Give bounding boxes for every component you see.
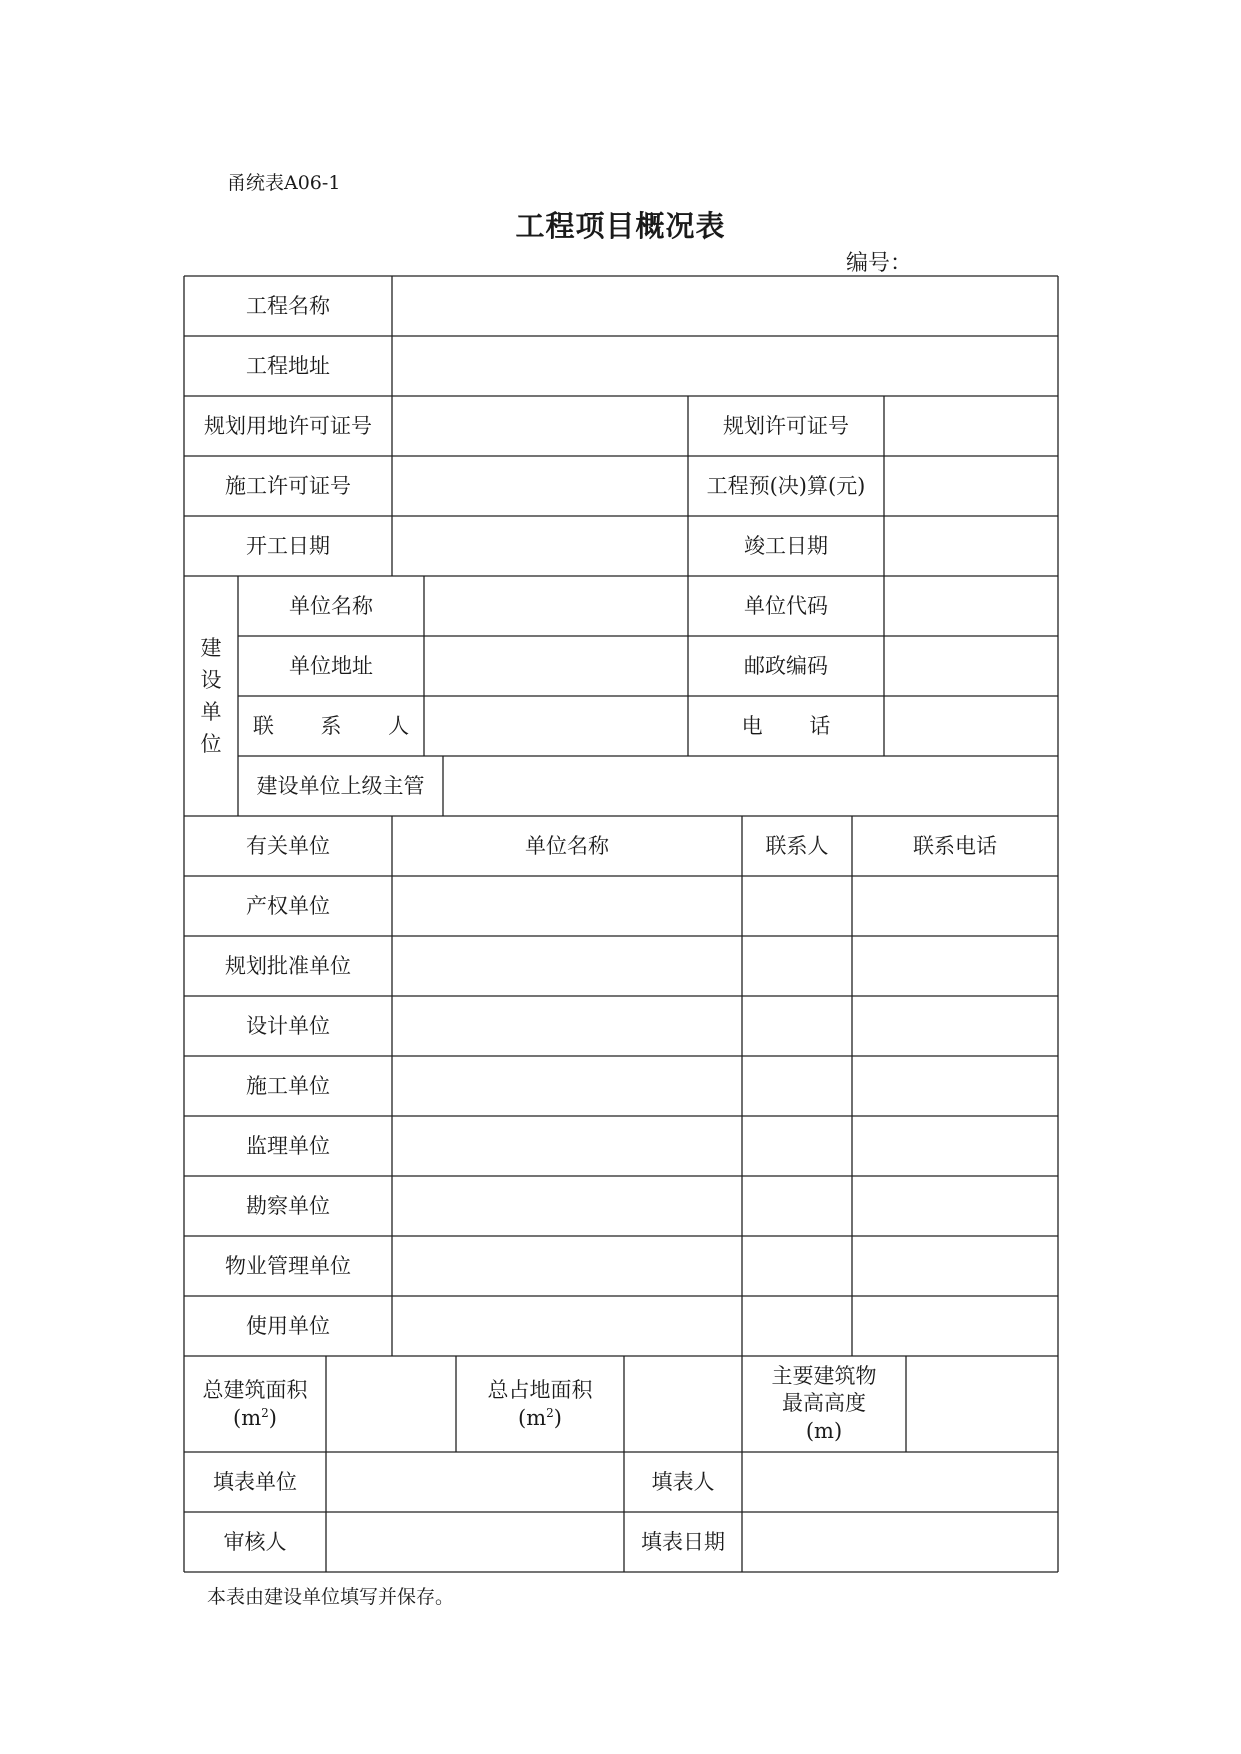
land-area-label [456, 1356, 624, 1452]
related-contact-field[interactable] [742, 1236, 852, 1296]
related-contact-field[interactable] [742, 996, 852, 1056]
filler-field[interactable] [742, 1452, 1058, 1512]
related-contact-field[interactable] [742, 876, 852, 936]
client-group-label [184, 576, 238, 816]
unit-name-field[interactable] [424, 576, 688, 636]
related-phone-field[interactable] [852, 876, 1058, 936]
related-unit-label: 规划批准单位 [225, 953, 351, 978]
related-phone-field[interactable] [852, 996, 1058, 1056]
start-date-label: 开工日期 [246, 533, 330, 558]
total-floor-area-unit [233, 1404, 277, 1432]
postal-code-label: 邮政编码 [744, 653, 828, 678]
client-group-text [201, 632, 222, 760]
related-unit-name-field[interactable] [392, 996, 742, 1056]
fill-date-field[interactable] [742, 1512, 1058, 1572]
related-phone-field[interactable] [852, 1116, 1058, 1176]
completion-date-field[interactable] [884, 516, 1058, 576]
filling-unit-field[interactable] [326, 1452, 624, 1512]
serial-number [846, 246, 972, 277]
unit-address-field[interactable] [424, 636, 688, 696]
total-floor-area-field[interactable] [326, 1356, 456, 1452]
max-height-field[interactable] [906, 1356, 1058, 1452]
land-area-text: 总占地面积 [487, 1377, 593, 1402]
related-unit-label: 使用单位 [246, 1313, 330, 1338]
contact-person-field[interactable] [424, 696, 688, 756]
project-name-field[interactable] [392, 276, 1058, 336]
budget-field[interactable] [884, 456, 1058, 516]
related-unit-name-field[interactable] [392, 1236, 742, 1296]
related-units-header: 有关单位 [246, 833, 330, 858]
unit-suffix: ) [268, 1406, 277, 1430]
max-height-line2: 最高高度 [782, 1391, 866, 1416]
completion-date-label: 竣工日期 [744, 533, 828, 558]
form-code: 甬统表A06-1 [227, 172, 341, 194]
contact-person-label: 联 系 人 [252, 713, 410, 738]
related-unit-label: 施工单位 [246, 1073, 330, 1098]
land-area-field[interactable] [624, 1356, 742, 1452]
superior-authority-label: 建设单位上级主管 [256, 773, 425, 798]
unit-prefix: (m [518, 1406, 547, 1430]
budget-label: 工程预(决)算(元) [706, 473, 866, 498]
related-unit-name-field[interactable] [392, 1176, 742, 1236]
client-group-char: 单 [200, 700, 222, 724]
filling-unit-label: 填表单位 [213, 1469, 297, 1494]
related-unit-label: 产权单位 [246, 893, 330, 918]
unit-name-label: 单位名称 [289, 593, 373, 618]
superior-authority-field[interactable] [443, 756, 1058, 816]
related-unit-label: 设计单位 [246, 1013, 330, 1038]
project-name-label: 工程名称 [246, 293, 330, 318]
related-contact-field[interactable] [742, 1056, 852, 1116]
related-unit-label: 物业管理单位 [225, 1253, 351, 1278]
related-phone-field[interactable] [852, 1236, 1058, 1296]
land-permit-field[interactable] [392, 396, 688, 456]
related-unit-name-field[interactable] [392, 1116, 742, 1176]
unit-sup: 2 [546, 1406, 554, 1420]
related-unit-name-field[interactable] [392, 936, 742, 996]
filler-label: 填表人 [651, 1469, 715, 1494]
unit-code-field[interactable] [884, 576, 1058, 636]
reviewer-field[interactable] [326, 1512, 624, 1572]
fill-date-label: 填表日期 [641, 1529, 725, 1554]
related-phone-field[interactable] [852, 936, 1058, 996]
planning-permit-label: 规划许可证号 [723, 413, 849, 438]
max-height-unit: (m) [805, 1418, 843, 1443]
unit-suffix: ) [553, 1406, 562, 1430]
planning-permit-field[interactable] [884, 396, 1058, 456]
construction-permit-field[interactable] [392, 456, 688, 516]
start-date-field[interactable] [392, 516, 688, 576]
land-permit-label: 规划用地许可证号 [204, 413, 372, 438]
project-address-field[interactable] [392, 336, 1058, 396]
max-height-line1: 主要建筑物 [771, 1364, 877, 1389]
related-contact-header: 联系人 [765, 833, 829, 858]
construction-permit-label: 施工许可证号 [225, 473, 351, 498]
land-area-unit [518, 1404, 562, 1432]
footnote: 本表由建设单位填写并保存。 [207, 1586, 455, 1608]
related-unit-label: 监理单位 [246, 1133, 330, 1158]
related-phone-field[interactable] [852, 1296, 1058, 1356]
total-floor-area-text: 总建筑面积 [202, 1377, 308, 1402]
related-unit-name-field[interactable] [392, 876, 742, 936]
reviewer-label: 审核人 [223, 1529, 287, 1554]
client-group-char: 位 [200, 732, 222, 756]
related-unit-label: 勘察单位 [246, 1193, 330, 1218]
related-phone-field[interactable] [852, 1176, 1058, 1236]
related-unit-name-field[interactable] [392, 1296, 742, 1356]
project-address-label: 工程地址 [246, 353, 330, 378]
related-phone-field[interactable] [852, 1056, 1058, 1116]
client-group-char: 建 [200, 636, 222, 660]
unit-sup: 2 [261, 1406, 269, 1420]
related-unit-name-header: 单位名称 [525, 833, 609, 858]
related-contact-field[interactable] [742, 1116, 852, 1176]
page-title: 工程项目概况表 [515, 209, 726, 243]
phone-field[interactable] [884, 696, 1058, 756]
unit-address-label: 单位地址 [289, 653, 373, 678]
related-contact-field[interactable] [742, 1296, 852, 1356]
related-unit-name-field[interactable] [392, 1056, 742, 1116]
unit-code-label: 单位代码 [744, 593, 828, 618]
unit-prefix: (m [233, 1406, 262, 1430]
serial-label: 编号： [846, 251, 913, 276]
related-contact-field[interactable] [742, 1176, 852, 1236]
total-floor-area-label [184, 1356, 326, 1452]
related-phone-header: 联系电话 [913, 833, 997, 858]
max-height-label [742, 1356, 906, 1452]
client-group-char: 设 [200, 668, 222, 692]
phone-label: 电 话 [741, 713, 831, 738]
related-contact-field[interactable] [742, 936, 852, 996]
postal-code-field[interactable] [884, 636, 1058, 696]
